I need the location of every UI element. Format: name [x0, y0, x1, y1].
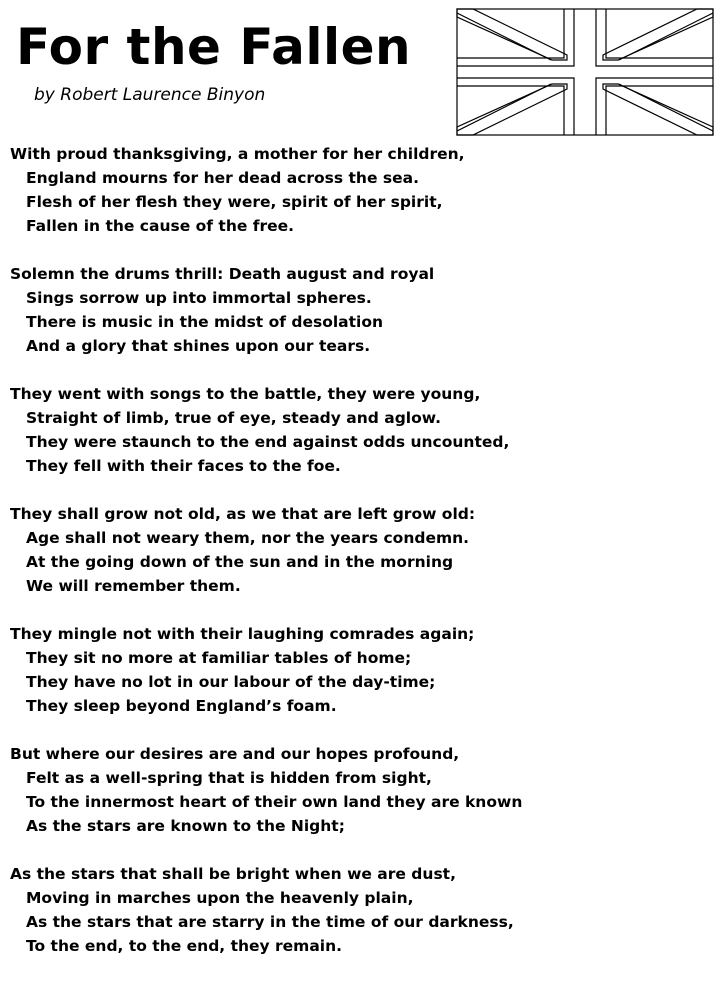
poem-body	[10, 142, 710, 982]
poem-line: At the going down of the sun and in the morning	[26, 553, 454, 571]
poem-line: Moving in marches upon the heavenly plain,	[26, 889, 414, 907]
stanza	[10, 142, 710, 238]
poem-line: As the stars are known to the Night;	[26, 817, 345, 835]
poem-line: They have no lot in our labour of the day-time;	[26, 673, 436, 691]
poem-line: As the stars that shall be bright when we are dust,	[10, 865, 456, 883]
stanza	[10, 622, 710, 718]
page-title: For the Fallen	[16, 18, 412, 76]
poem-line: To the innermost heart of their own land they are known	[26, 793, 523, 811]
stanza	[10, 862, 710, 958]
poem-line: Flesh of her flesh they were, spirit of her spirit,	[26, 193, 443, 211]
stanza	[10, 382, 710, 478]
poem-line: Felt as a well-spring that is hidden from sight,	[26, 769, 432, 787]
union-jack-flag-icon	[456, 8, 714, 136]
poem-line: Age shall not weary them, nor the years condemn.	[26, 529, 470, 547]
poem-line: England mourns for her dead across the sea.	[26, 169, 419, 187]
poem-line: They shall grow not old, as we that are left grow old:	[10, 505, 476, 523]
poem-line: With proud thanksgiving, a mother for her children,	[10, 145, 465, 163]
poem-line: As the stars that are starry in the time of our darkness,	[26, 913, 514, 931]
poem-line: They sleep beyond England’s foam.	[26, 697, 337, 715]
stanza	[10, 502, 710, 598]
stanza	[10, 742, 710, 838]
poem-line: Straight of limb, true of eye, steady and aglow.	[26, 409, 441, 427]
poem-line: Solemn the drums thrill: Death august and royal	[10, 265, 435, 283]
poem-line: There is music in the midst of desolation	[26, 313, 384, 331]
poem-line: They were staunch to the end against odds uncounted,	[26, 433, 510, 451]
poem-line: Sings sorrow up into immortal spheres.	[26, 289, 372, 307]
poem-line: To the end, to the end, they remain.	[26, 937, 343, 955]
poem-line: Fallen in the cause of the free.	[26, 217, 295, 235]
poem-line: They fell with their faces to the foe.	[26, 457, 341, 475]
poem-line: They mingle not with their laughing comrades again;	[10, 625, 475, 643]
poem-line: And a glory that shines upon our tears.	[26, 337, 371, 355]
poem-line: But where our desires are and our hopes profound,	[10, 745, 460, 763]
author-byline: by Robert Laurence Binyon	[34, 85, 266, 105]
poem-line: They went with songs to the battle, they were young,	[10, 385, 481, 403]
stanza	[10, 262, 710, 358]
poem-line: We will remember them.	[26, 577, 241, 595]
poem-line: They sit no more at familiar tables of home;	[26, 649, 412, 667]
